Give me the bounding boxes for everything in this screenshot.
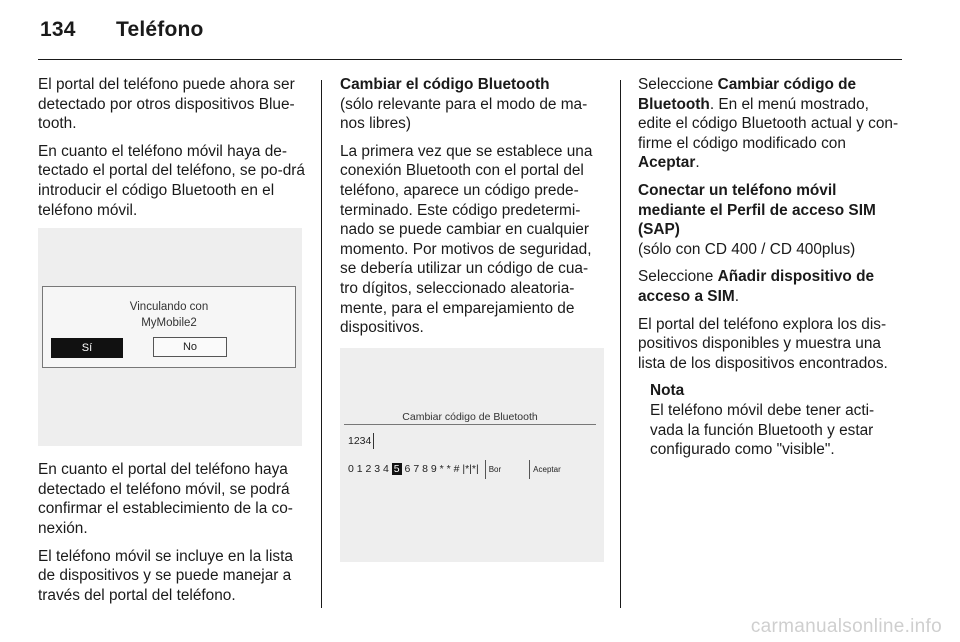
- paragraph: [638, 75, 906, 173]
- header-rule: [38, 59, 902, 60]
- note-title: Nota: [650, 382, 685, 400]
- section-subtitle: (sólo relevante para el modo de ma-nos libres): [340, 95, 588, 133]
- dialog-title-line: Vinculando con: [129, 301, 209, 314]
- column-3: [638, 75, 906, 460]
- code-dialog: [344, 404, 596, 482]
- keypad-row: [348, 460, 561, 480]
- paragraph: El portal del teléfono explora los dis-positivos disponibles y muestra una lista de los dispositivos encontrados.: [638, 315, 888, 372]
- column-divider: [321, 80, 322, 608]
- code-dialog-title: Cambiar código de Bluetooth: [402, 410, 538, 423]
- text: Seleccione: [638, 76, 718, 93]
- accept-key: Aceptar: [529, 460, 561, 480]
- keys-after: 6 7 8 9 * * # |*|*|: [401, 462, 479, 475]
- text: . En el menú mostrado, edite el código Bluetooth actual y con-firme el código modificado con: [638, 95, 899, 152]
- keys-before: 0 1 2 3 4: [348, 462, 392, 475]
- no-button: No: [153, 337, 227, 357]
- paragraph: [638, 267, 906, 306]
- text: .: [734, 287, 739, 305]
- text: .: [695, 154, 700, 172]
- bluetooth-code-screen-image: [340, 348, 604, 562]
- menu-option: Aceptar: [638, 154, 696, 172]
- text-cursor: [373, 433, 374, 449]
- watermark: carmanualsonline.info: [750, 616, 942, 637]
- paragraph: La primera vez que se establece una conexión Bluetooth con el portal del teléfono, aparece un código prede-terminado. Este código predetermi-nado se puede cambiar en cualquier momento. Por motivos de seguridad, se debería utilizar un código de cua-tro dígitos, seleccionado aleatoria-mente, para el emparejamiento de dispositivos.: [340, 142, 593, 337]
- page-number: 134: [40, 18, 76, 41]
- paragraph: En cuanto el teléfono móvil haya de-tectado el portal del teléfono, se po-drá introducir el código Bluetooth en el teléfono móvil.: [38, 142, 305, 219]
- note-box: [650, 381, 906, 459]
- page-header: [40, 18, 204, 42]
- pairing-screen-image: [38, 228, 302, 446]
- paragraph: El teléfono móvil se incluye en la lista de dispositivos y se puede manejar a través del portal del teléfono.: [38, 547, 293, 604]
- yes-button: Sí: [51, 338, 123, 358]
- text: Seleccione: [638, 268, 718, 286]
- code-value: 1234: [348, 434, 372, 447]
- page-title: Teléfono: [116, 18, 204, 41]
- menu-option: Cambiar código de Bluetooth: [638, 76, 857, 113]
- column-divider: [620, 80, 621, 608]
- section-heading: Cambiar el código Bluetooth: [340, 76, 550, 93]
- pairing-dialog-title: [43, 299, 295, 331]
- column-2: [340, 75, 605, 576]
- menu-option: Añadir dispositivo de acceso a SIM: [638, 268, 875, 305]
- selected-key: 5: [393, 462, 400, 475]
- column-1: [38, 75, 306, 613]
- section-heading: Conectar un teléfono móvil mediante el Perfil de acceso SIM (SAP): [638, 181, 876, 239]
- pairing-dialog: [42, 286, 296, 368]
- paragraph: El portal del teléfono puede ahora ser detectado por otros dispositivos Blue-tooth.: [38, 76, 295, 133]
- section-subtitle: (sólo con CD 400 / CD 400plus): [638, 240, 856, 258]
- note-text: El teléfono móvil debe tener acti-vada la función Bluetooth y estar configurado como "visible".: [650, 401, 875, 459]
- delete-key: Bor: [485, 460, 501, 480]
- paragraph: En cuanto el portal del teléfono haya detectado el teléfono móvil, se podrá confirmar el establecimiento de la co-nexión.: [38, 461, 293, 537]
- code-field: [348, 432, 374, 452]
- dialog-divider: [344, 424, 596, 425]
- dialog-device-name: MyMobile2: [141, 317, 197, 330]
